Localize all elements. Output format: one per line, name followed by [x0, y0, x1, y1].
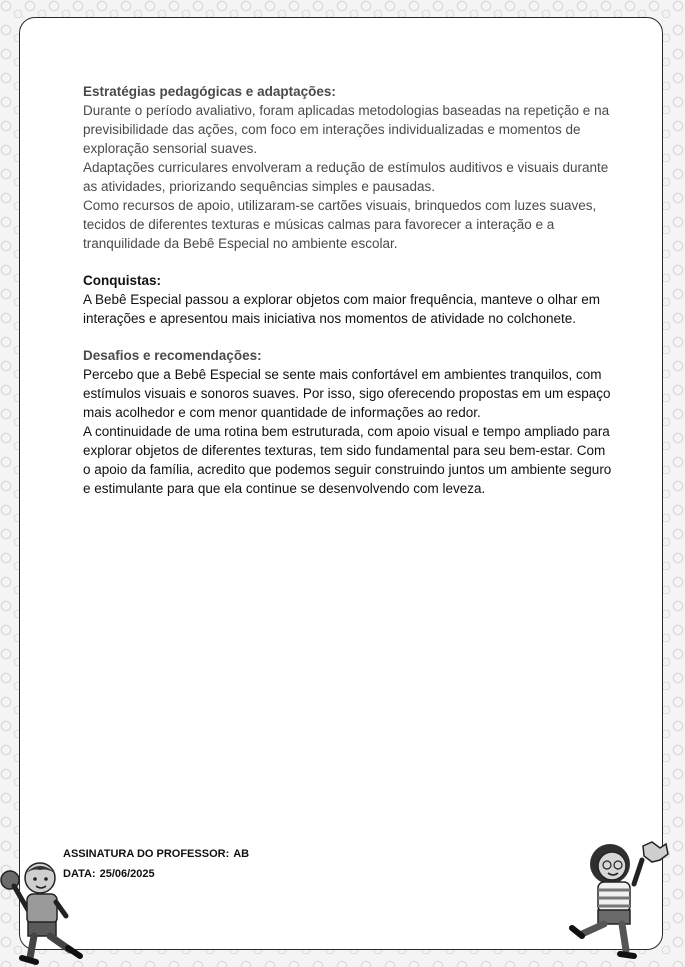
section-heading: Conquistas:: [83, 273, 162, 288]
girl-illustration: [568, 838, 673, 963]
section-paragraph: A Bebê Especial passou a explorar objetos com maior frequência, manteve o olhar em interações e apresentou mais iniciativa nos momentos de atividade no colchonete.: [83, 292, 601, 326]
signature-line: [63, 844, 249, 864]
section-achievements: [83, 271, 613, 328]
section-heading: Desafios e recomendações:: [83, 348, 262, 363]
section-paragraph: Percebo que a Bebê Especial se sente mais confortável em ambientes tranquilos, com estímulos visuais e sonoros suaves. Por isso, sigo oferecendo propostas em um espaço mais acolhedor e com menor quantidade de informações ao redor.: [83, 367, 611, 420]
section-strategies: [83, 82, 613, 253]
section-heading: Estratégias pedagógicas e adaptações:: [83, 84, 336, 99]
report-content: [83, 82, 613, 516]
section-challenges: [83, 346, 613, 498]
signature-block: [63, 844, 249, 884]
date-label: DATA:: [63, 868, 96, 880]
signature-value: AB: [233, 848, 250, 860]
signature-label: ASSINATURA DO PROFESSOR:: [63, 848, 230, 860]
section-paragraph: Durante o período avaliativo, foram aplicadas metodologias baseadas na repetição e na previsibilidade das ações, com foco em interações individualizadas e momentos de exploração sensorial suaves.: [83, 103, 610, 156]
date-value: 25/06/2025: [99, 868, 155, 880]
date-line: [63, 864, 249, 884]
section-paragraph: Como recursos de apoio, utilizaram-se cartões visuais, brinquedos com luzes suaves, tecidos de diferentes texturas e músicas calmas para favorecer a interação e a tranquilidade da Bebê Especial no ambiente escolar.: [83, 198, 597, 251]
section-paragraph: Adaptações curriculares envolveram a redução de estímulos auditivos e visuais durante as atividades, priorizando sequências simples e pausadas.: [83, 160, 609, 194]
document-page: [19, 17, 663, 950]
section-paragraph: A continuidade de uma rotina bem estruturada, com apoio visual e tempo ampliado para explorar objetos de diferentes texturas, tem sido fundamental para seu bem-estar. Com o apoio da família, acredito que podemos seguir construindo juntos um ambiente seguro e estimulante para que ela continue se desenvolvendo com leveza.: [83, 424, 612, 496]
boy-illustration: [0, 858, 90, 967]
